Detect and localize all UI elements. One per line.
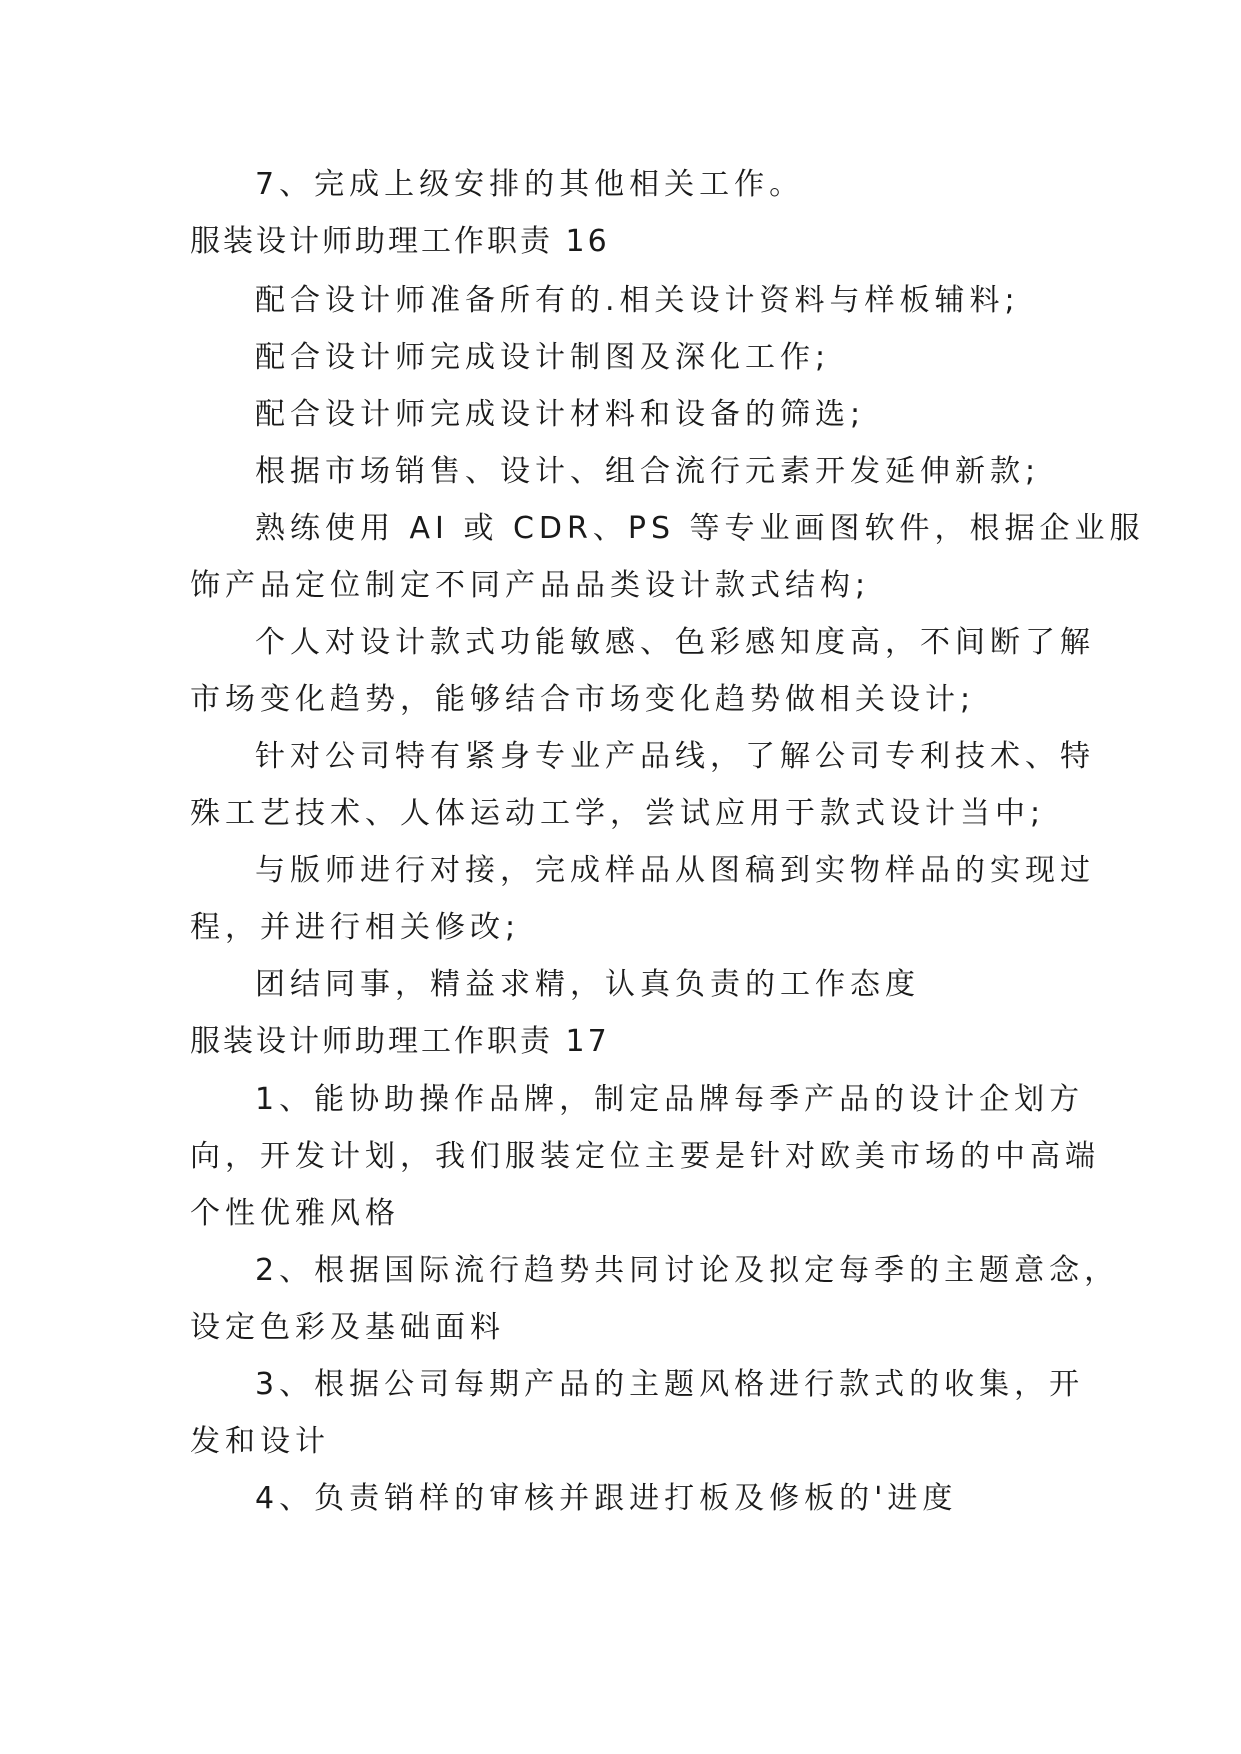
paragraph-line: 7、完成上级安排的其他相关工作。 — [255, 167, 805, 202]
paragraph-line: 发和设计 — [190, 1424, 330, 1459]
section-heading: 服装设计师助理工作职责 17 — [190, 1024, 610, 1059]
paragraph-line: 熟练使用 AI 或 CDR、PS 等专业画图软件，根据企业服 — [255, 511, 1145, 546]
paragraph-line: 向，开发计划，我们服装定位主要是针对欧美市场的中高端 — [190, 1139, 1100, 1174]
paragraph-line: 个性优雅风格 — [190, 1196, 400, 1231]
paragraph-line: 3、根据公司每期产品的主题风格进行款式的收集，开 — [255, 1367, 1085, 1402]
paragraph-line: 配合设计师准备所有的.相关设计资料与样板辅料; — [255, 283, 1020, 318]
paragraph-line: 配合设计师完成设计制图及深化工作; — [255, 340, 831, 375]
paragraph-line: 市场变化趋势，能够结合市场变化趋势做相关设计; — [190, 682, 976, 717]
paragraph-line: 设定色彩及基础面料 — [190, 1310, 505, 1345]
paragraph-line: 个人对设计款式功能敏感、色彩感知度高，不间断了解 — [255, 625, 1095, 660]
paragraph-line: 2、根据国际流行趋势共同讨论及拟定每季的主题意念， — [255, 1253, 1120, 1288]
paragraph-line: 团结同事，精益求精，认真负责的工作态度 — [255, 967, 920, 1002]
paragraph-line: 饰产品定位制定不同产品品类设计款式结构; — [190, 568, 871, 603]
paragraph-line: 根据市场销售、设计、组合流行元素开发延伸新款; — [255, 454, 1041, 489]
paragraph-line: 4、负责销样的审核并跟进打板及修板的'进度 — [255, 1481, 958, 1516]
paragraph-line: 殊工艺技术、人体运动工学，尝试应用于款式设计当中; — [190, 796, 1046, 831]
paragraph-line: 与版师进行对接，完成样品从图稿到实物样品的实现过 — [255, 853, 1095, 888]
paragraph-line: 1、能协助操作品牌，制定品牌每季产品的设计企划方 — [255, 1082, 1085, 1117]
paragraph-line: 针对公司特有紧身专业产品线，了解公司专利技术、特 — [255, 739, 1095, 774]
paragraph-line: 配合设计师完成设计材料和设备的筛选; — [255, 397, 866, 432]
section-heading: 服装设计师助理工作职责 16 — [190, 224, 610, 259]
paragraph-line: 程，并进行相关修改; — [190, 910, 521, 945]
